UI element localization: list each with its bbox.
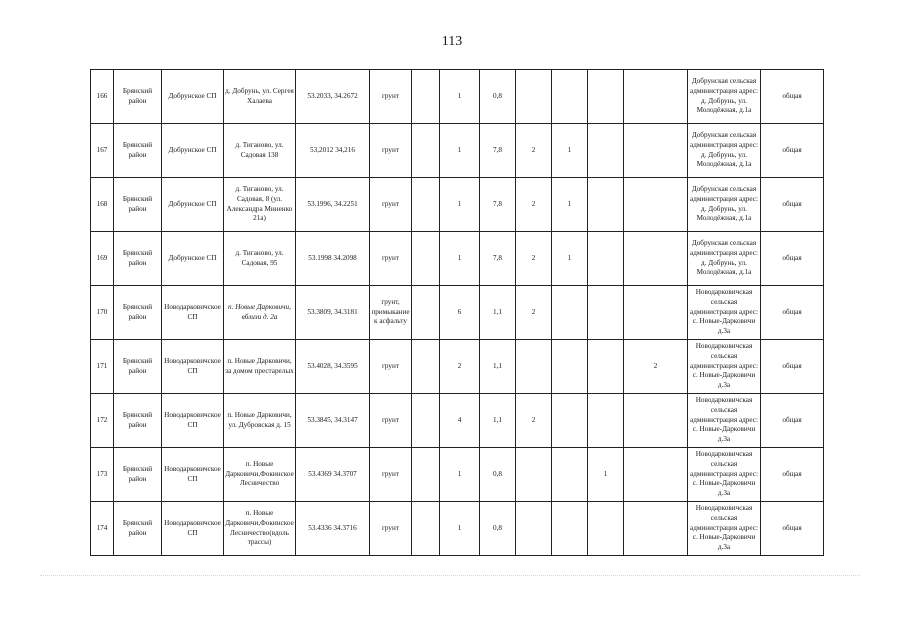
containers-count-cell: 4 xyxy=(440,394,480,448)
surface-cell: грунт xyxy=(370,340,412,394)
usage-type-cell: общая xyxy=(761,286,824,340)
owner-cell: Добрунская сельская администрация адрес: д. Добрунь, ул. Молодёжная, д.1а xyxy=(688,232,761,286)
registry-table xyxy=(90,69,824,556)
row-number-cell: 169 xyxy=(91,232,114,286)
containers-count-cell: 6 xyxy=(440,286,480,340)
bunker-count-cell xyxy=(588,178,624,232)
coordinates-cell: 53.4369 34.3707 xyxy=(296,448,370,502)
surface-cell: грунт, примыкание к асфальту xyxy=(370,286,412,340)
coordinates-cell: 53.1998 34.2098 xyxy=(296,232,370,286)
containers-count-cell: 1 xyxy=(440,448,480,502)
address-cell: п. Новые Дарковичи, вблизи д. 2а xyxy=(224,286,296,340)
planned-containers-cell: 2 xyxy=(516,232,552,286)
bunker-count-cell xyxy=(588,232,624,286)
coordinates-cell: 53.2033, 34.2672 xyxy=(296,70,370,124)
usage-type-cell: общая xyxy=(761,502,824,556)
planned-volume-cell xyxy=(552,340,588,394)
bunker-planned-cell xyxy=(624,286,688,340)
usage-type-cell: общая xyxy=(761,232,824,286)
bunker-count-cell: 1 xyxy=(588,448,624,502)
area-cell xyxy=(412,502,440,556)
page-number: 113 xyxy=(441,34,463,49)
owner-cell: Новодарковичская сельская администрация адрес: с. Новые-Дарковичи д.3а xyxy=(688,340,761,394)
planned-containers-cell xyxy=(516,70,552,124)
table-row xyxy=(91,448,824,502)
row-number-cell: 168 xyxy=(91,178,114,232)
container-volume-cell: 0,8 xyxy=(480,70,516,124)
table-row xyxy=(91,70,824,124)
planned-containers-cell: 2 xyxy=(516,286,552,340)
bunker-planned-cell xyxy=(624,232,688,286)
surface-cell: грунт xyxy=(370,448,412,502)
planned-containers-cell xyxy=(516,340,552,394)
district-cell: Брянский район xyxy=(114,124,162,178)
settlement-cell: Новодарковичское СП xyxy=(162,286,224,340)
container-volume-cell: 7,8 xyxy=(480,124,516,178)
table-row xyxy=(91,124,824,178)
district-cell: Брянский район xyxy=(114,286,162,340)
coordinates-cell: 53.4336 34.3716 xyxy=(296,502,370,556)
district-cell: Брянский район xyxy=(114,178,162,232)
district-cell: Брянский район xyxy=(114,232,162,286)
planned-containers-cell: 2 xyxy=(516,124,552,178)
bunker-planned-cell xyxy=(624,502,688,556)
containers-count-cell: 1 xyxy=(440,502,480,556)
coordinates-cell: 53,2012 34,216 xyxy=(296,124,370,178)
planned-volume-cell xyxy=(552,286,588,340)
bunker-count-cell xyxy=(588,70,624,124)
settlement-cell: Новодарковичское СП xyxy=(162,394,224,448)
address-cell: п. Новые Дарковичи,Фокинское Лесничество(вдоль трассы) xyxy=(224,502,296,556)
planned-containers-cell: 2 xyxy=(516,394,552,448)
bunker-count-cell xyxy=(588,124,624,178)
containers-count-cell: 1 xyxy=(440,178,480,232)
owner-cell: Новодарковичская сельская администрация адрес: с. Новые-Дарковичи д.3а xyxy=(688,448,761,502)
area-cell xyxy=(412,70,440,124)
planned-containers-cell xyxy=(516,448,552,502)
settlement-cell: Добрунское СП xyxy=(162,232,224,286)
coordinates-cell: 53.3845, 34.3147 xyxy=(296,394,370,448)
district-cell: Брянский район xyxy=(114,394,162,448)
area-cell xyxy=(412,394,440,448)
table-row xyxy=(91,502,824,556)
address-cell: п. Новые Дарковичи, ул. Дубровская д. 15 xyxy=(224,394,296,448)
settlement-cell: Новодарковичское СП xyxy=(162,340,224,394)
planned-volume-cell: 1 xyxy=(552,124,588,178)
container-volume-cell: 7,8 xyxy=(480,178,516,232)
scan-artifact xyxy=(40,575,860,577)
address-cell: д. Добрунь, ул. Сергея Халаева xyxy=(224,70,296,124)
area-cell xyxy=(412,232,440,286)
bunker-planned-cell xyxy=(624,448,688,502)
row-number-cell: 170 xyxy=(91,286,114,340)
containers-count-cell: 1 xyxy=(440,124,480,178)
bunker-count-cell xyxy=(588,394,624,448)
surface-cell: грунт xyxy=(370,124,412,178)
settlement-cell: Новодарковичское СП xyxy=(162,502,224,556)
row-number-cell: 166 xyxy=(91,70,114,124)
table-row xyxy=(91,340,824,394)
bunker-count-cell xyxy=(588,502,624,556)
usage-type-cell: общая xyxy=(761,448,824,502)
district-cell: Брянский район xyxy=(114,70,162,124)
containers-count-cell: 2 xyxy=(440,340,480,394)
container-volume-cell: 7,8 xyxy=(480,232,516,286)
bunker-planned-cell: 2 xyxy=(624,340,688,394)
coordinates-cell: 53.3809, 34.3181 xyxy=(296,286,370,340)
address-cell: д. Тиганово, ул. Садовая, 95 xyxy=(224,232,296,286)
table-row xyxy=(91,178,824,232)
containers-count-cell: 1 xyxy=(440,232,480,286)
row-number-cell: 173 xyxy=(91,448,114,502)
planned-volume-cell: 1 xyxy=(552,232,588,286)
containers-count-cell: 1 xyxy=(440,70,480,124)
settlement-cell: Добрунское СП xyxy=(162,124,224,178)
planned-volume-cell xyxy=(552,502,588,556)
district-cell: Брянский район xyxy=(114,448,162,502)
district-cell: Брянский район xyxy=(114,340,162,394)
planned-containers-cell xyxy=(516,502,552,556)
row-number-cell: 167 xyxy=(91,124,114,178)
surface-cell: грунт xyxy=(370,502,412,556)
usage-type-cell: общая xyxy=(761,394,824,448)
bunker-planned-cell xyxy=(624,178,688,232)
bunker-count-cell xyxy=(588,286,624,340)
owner-cell: Новодарковичская сельская администрация адрес: с. Новые-Дарковичи д.3а xyxy=(688,286,761,340)
owner-cell: Добрунская сельская администрация адрес: д. Добрунь, ул. Молодёжная, д.1а xyxy=(688,124,761,178)
table-row xyxy=(91,394,824,448)
row-number-cell: 174 xyxy=(91,502,114,556)
address-cell: п. Новые Дарковичи,Фокинское Лесничество xyxy=(224,448,296,502)
container-volume-cell: 1,1 xyxy=(480,286,516,340)
container-volume-cell: 1,1 xyxy=(480,394,516,448)
surface-cell: грунт xyxy=(370,394,412,448)
owner-cell: Новодарковичская сельская администрация адрес: с. Новые-Дарковичи д.3а xyxy=(688,502,761,556)
settlement-cell: Добрунское СП xyxy=(162,70,224,124)
usage-type-cell: общая xyxy=(761,70,824,124)
planned-containers-cell: 2 xyxy=(516,178,552,232)
container-volume-cell: 0,8 xyxy=(480,448,516,502)
district-cell: Брянский район xyxy=(114,502,162,556)
owner-cell: Добрунская сельская администрация адрес: д. Добрунь, ул. Молодёжная, д.1а xyxy=(688,178,761,232)
area-cell xyxy=(412,448,440,502)
planned-volume-cell: 1 xyxy=(552,178,588,232)
address-cell: д. Тиганово, ул. Садовая, 8 (ул. Александра Миненко 21а) xyxy=(224,178,296,232)
planned-volume-cell xyxy=(552,70,588,124)
bunker-planned-cell xyxy=(624,124,688,178)
row-number-cell: 172 xyxy=(91,394,114,448)
coordinates-cell: 53.1996, 34.2251 xyxy=(296,178,370,232)
area-cell xyxy=(412,124,440,178)
address-cell: д. Тиганово, ул. Садовая 138 xyxy=(224,124,296,178)
usage-type-cell: общая xyxy=(761,340,824,394)
owner-cell: Добрунская сельская администрация адрес: д. Добрунь, ул. Молодёжная, д.1а xyxy=(688,70,761,124)
coordinates-cell: 53.4028, 34.3595 xyxy=(296,340,370,394)
usage-type-cell: общая xyxy=(761,124,824,178)
table-row xyxy=(91,232,824,286)
area-cell xyxy=(412,340,440,394)
area-cell xyxy=(412,286,440,340)
planned-volume-cell xyxy=(552,394,588,448)
table-row xyxy=(91,286,824,340)
planned-volume-cell xyxy=(552,448,588,502)
area-cell xyxy=(412,178,440,232)
container-volume-cell: 1,1 xyxy=(480,340,516,394)
usage-type-cell: общая xyxy=(761,178,824,232)
surface-cell: грунт xyxy=(370,70,412,124)
surface-cell: грунт xyxy=(370,232,412,286)
row-number-cell: 171 xyxy=(91,340,114,394)
settlement-cell: Добрунское СП xyxy=(162,178,224,232)
settlement-cell: Новодарковичское СП xyxy=(162,448,224,502)
bunker-planned-cell xyxy=(624,394,688,448)
surface-cell: грунт xyxy=(370,178,412,232)
address-cell: п. Новые Дарковичи, за домом престарелых xyxy=(224,340,296,394)
bunker-planned-cell xyxy=(624,70,688,124)
bunker-count-cell xyxy=(588,340,624,394)
owner-cell: Новодарковичская сельская администрация адрес: с. Новые-Дарковичи д.3а xyxy=(688,394,761,448)
container-volume-cell: 0,8 xyxy=(480,502,516,556)
